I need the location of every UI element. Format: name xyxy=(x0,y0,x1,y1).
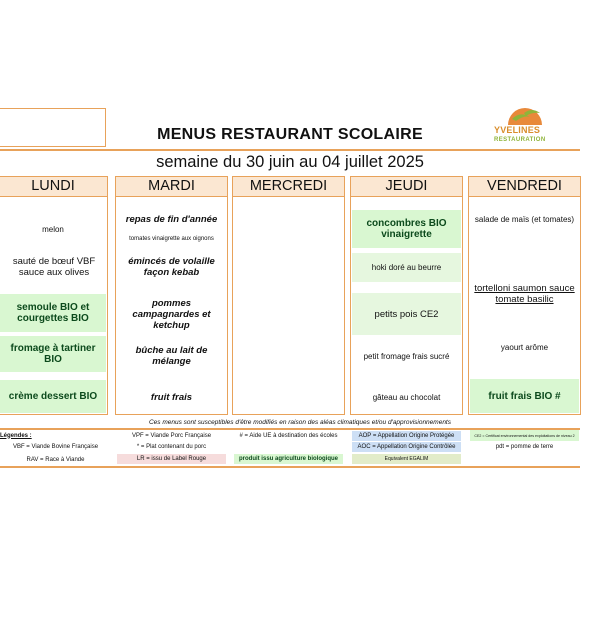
lundi-plat: sauté de bœuf VBF sauce aux olives xyxy=(12,256,96,278)
legend-aoc: AOC = Appellation Origine Contrôlée xyxy=(352,442,461,452)
day-header-mardi: MARDI xyxy=(115,176,228,197)
vendredi-plat: tortelloni saumon sauce tomate basilic xyxy=(474,283,575,305)
legend-vpf: VPF = Viande Porc Française xyxy=(131,433,212,439)
vendredi-fromage: yaourt arôme xyxy=(500,342,549,352)
legend-porc: * = Plat contenant du porc xyxy=(136,444,207,450)
legend-label-rouge: LR = issu de Label Rouge xyxy=(117,454,226,464)
mardi-entree: repas de fin d'année xyxy=(125,213,218,225)
legend-aide-ue: # = Aide UE à destination des écoles xyxy=(239,433,338,439)
lundi-fromage: fromage à tartiner BIO xyxy=(0,336,106,372)
day-header-lundi: LUNDI xyxy=(0,176,108,197)
jeudi-accompagnement: petits pois CE2 xyxy=(352,293,461,335)
column-mercredi xyxy=(232,176,345,415)
legend-vbf: VBF = Viande Bovine Française xyxy=(12,444,99,450)
legend-title: Légendes : xyxy=(0,432,32,439)
legend-aop: AOP = Appellation Origine Protégée xyxy=(352,431,461,441)
mardi-plat: émincés de volaille façon kebab xyxy=(128,256,215,278)
day-header-vendredi: VENDREDI xyxy=(468,176,581,197)
legend-ce2: CE2 = Certificat environnemental des exploitations de niveau 2 xyxy=(470,430,579,441)
disclaimer-note: Ces menus sont susceptibles d'être modifiés en raison des aléas climatiques et/ou d'approvisionnements xyxy=(148,419,451,426)
lundi-accompagnement: semoule BIO et courgettes BIO xyxy=(0,294,106,332)
vendredi-dessert: fruit frais BIO # xyxy=(470,379,579,413)
jeudi-entree: concombres BIO vinaigrette xyxy=(352,210,461,248)
legend-pdt: pdt = pomme de terre xyxy=(495,444,554,450)
legend-rav: RAV = Race à Viande xyxy=(26,457,85,463)
lundi-dessert: crème dessert BIO xyxy=(0,380,106,413)
logo-text-yvelines: YVELINES xyxy=(494,125,541,135)
vendredi-entree: salade de maïs (et tomates) xyxy=(474,214,575,224)
logo-text-restauration: RESTAURATION xyxy=(494,137,546,143)
day-header-jeudi: JEUDI xyxy=(350,176,463,197)
bottom-divider xyxy=(0,466,580,468)
jeudi-dessert: gâteau au chocolat xyxy=(372,392,441,402)
jeudi-plat: hoki doré au beurre xyxy=(352,253,461,282)
day-header-mercredi: MERCREDI xyxy=(232,176,345,197)
top-left-box xyxy=(0,108,106,147)
mardi-dessert: fruit frais xyxy=(150,391,193,403)
mardi-fromage: bûche au lait de mélange xyxy=(135,345,208,367)
mardi-accompagnement: pommes campagnardes et ketchup xyxy=(132,297,211,331)
lundi-entree: melon xyxy=(42,224,64,234)
title-divider xyxy=(0,149,580,151)
mardi-entree-detail: tomates vinaigrette aux oignons xyxy=(129,236,214,242)
week-label: semaine du 30 juin au 04 juillet 2025 xyxy=(156,153,424,171)
jeudi-fromage: petit fromage frais sucré xyxy=(363,351,450,361)
legend-bio: produit issu agriculture biologique xyxy=(234,454,343,464)
legend-egalim: Equivalent EGALIM xyxy=(352,454,461,464)
page-title: MENUS RESTAURANT SCOLAIRE xyxy=(157,126,423,143)
